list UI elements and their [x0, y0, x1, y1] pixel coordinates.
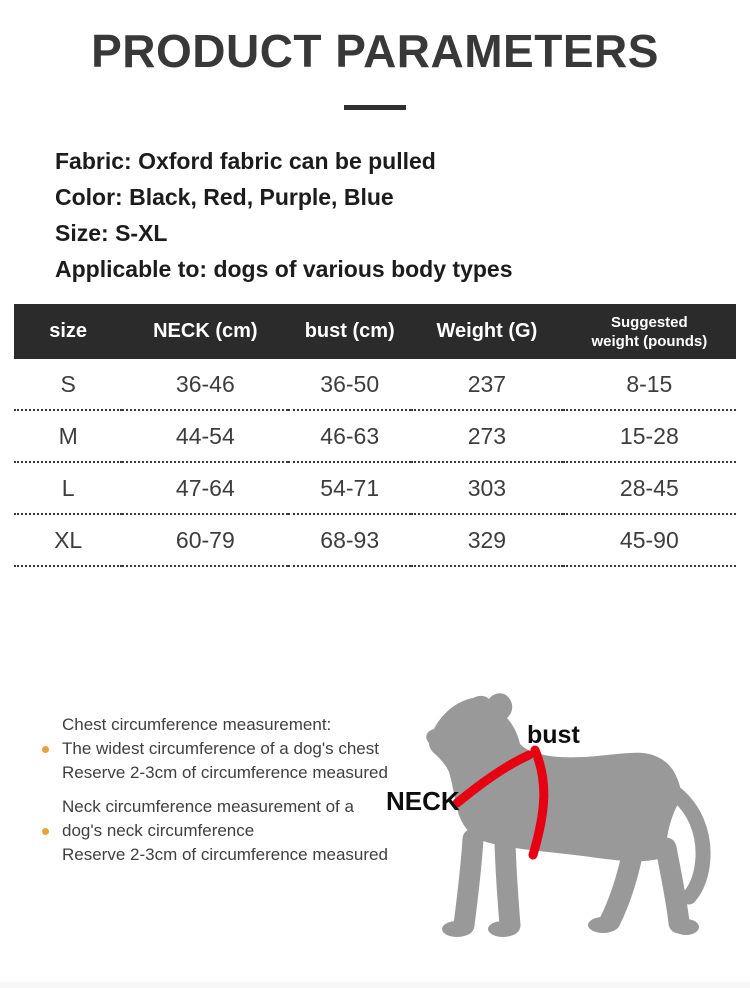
table-row — [14, 359, 736, 410]
cell-bust: 36-50 — [288, 359, 411, 410]
cell-suggested-weight: 8-15 — [563, 359, 736, 410]
bust-label: bust — [527, 721, 580, 749]
cell-neck: 60-79 — [122, 514, 288, 566]
product-info — [55, 143, 750, 287]
note-line: Reserve 2-3cm of circumference measured — [62, 845, 388, 864]
cell-size: S — [14, 359, 122, 410]
note-line: Reserve 2-3cm of circumference measured — [62, 763, 388, 782]
cell-bust: 46-63 — [288, 410, 411, 462]
size-table — [14, 304, 736, 567]
info-size: Size: S-XL — [55, 220, 168, 246]
cell-neck: 44-54 — [122, 410, 288, 462]
table-row — [14, 410, 736, 462]
table-row — [14, 514, 736, 566]
col-header-weight: Weight (G) — [436, 320, 538, 342]
bottom-strip — [0, 982, 750, 988]
col-header-bust: bust (cm) — [304, 320, 395, 342]
info-fabric: Fabric: Oxford fabric can be pulled — [55, 148, 436, 174]
cell-bust: 54-71 — [288, 462, 411, 514]
note-line: The widest circumference of a dog's chest — [62, 739, 379, 758]
table-row — [14, 462, 736, 514]
note-chest — [40, 713, 388, 785]
note-line: dog's neck circumference — [62, 821, 255, 840]
bullet-dot-icon — [40, 795, 50, 867]
cell-weight: 273 — [411, 410, 563, 462]
cell-size: L — [14, 462, 122, 514]
neck-label: NECK — [386, 786, 460, 816]
col-header-suggested-weight: Suggested weight (pounds) — [591, 313, 708, 350]
cell-suggested-weight: 28-45 — [563, 462, 736, 514]
col-header-neck: NECK (cm) — [153, 320, 258, 342]
cell-weight: 303 — [411, 462, 563, 514]
dog-silhouette-diagram — [415, 691, 750, 951]
info-color: Color: Black, Red, Purple, Blue — [55, 184, 394, 210]
page-title: PRODUCT PARAMETERS — [91, 25, 659, 77]
cell-size: M — [14, 410, 122, 462]
table-header-row — [14, 304, 736, 359]
note-line: Neck circumference measurement of a — [62, 797, 354, 816]
note-line: Chest circumference measurement: — [62, 715, 332, 734]
col-header-size: size — [49, 320, 88, 342]
title-underline — [344, 105, 406, 110]
info-applicable: Applicable to: dogs of various body types — [55, 256, 513, 282]
cell-suggested-weight: 15-28 — [563, 410, 736, 462]
header — [0, 0, 750, 110]
measurement-notes — [40, 713, 388, 867]
bullet-dot-icon — [40, 713, 50, 785]
cell-size: XL — [14, 514, 122, 566]
cell-neck: 47-64 — [122, 462, 288, 514]
cell-weight: 237 — [411, 359, 563, 410]
cell-neck: 36-46 — [122, 359, 288, 410]
measurement-section — [0, 567, 750, 985]
note-neck — [40, 795, 388, 867]
cell-bust: 68-93 — [288, 514, 411, 566]
cell-weight: 329 — [411, 514, 563, 566]
cell-suggested-weight: 45-90 — [563, 514, 736, 566]
